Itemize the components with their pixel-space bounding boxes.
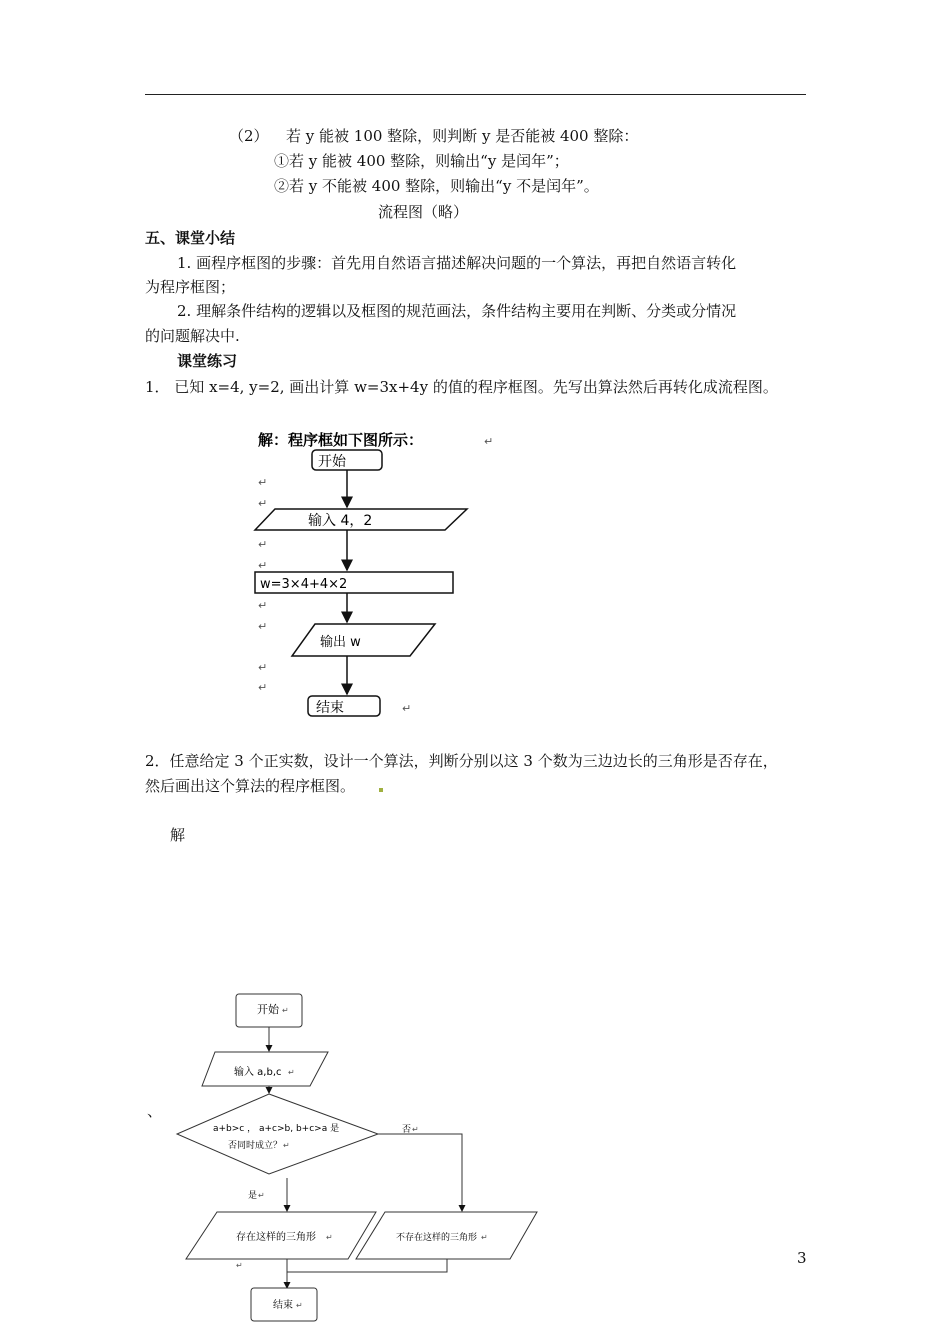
summary-item2-line1: 2. 理解条件结构的逻辑以及框图的规范画法，条件结构主要用在判断、分类或分情况 — [177, 302, 737, 320]
return-mark-icon: ↵ — [412, 1125, 419, 1134]
solution-label: 解 — [170, 826, 186, 844]
return-mark-icon: ↵ — [484, 435, 494, 448]
practice-title: 课堂练习 — [177, 352, 238, 370]
return-mark-icon: ↵ — [326, 1233, 333, 1242]
return-mark-icon: ↵ — [258, 620, 268, 633]
return-mark-icon: ↵ — [258, 497, 268, 510]
flow1-output-label: 输出 w — [320, 635, 361, 650]
flow2-end-label: 结束 — [273, 1300, 293, 1311]
page-number: 3 — [797, 1249, 807, 1267]
item2-text: 若 y 能被 100 整除，则判断 y 是否能被 400 整除： — [286, 127, 639, 145]
summary-item2-line2: 的问题解决中. — [145, 327, 240, 345]
item2-sub2: ②若 y 不能被 400 整除，则输出“y 不是闰年”。 — [274, 177, 599, 195]
return-mark-icon: ↵ — [258, 538, 268, 551]
flow1-output-box — [292, 624, 435, 656]
flow2-no-label: 否 — [402, 1125, 412, 1135]
flow1-caption: 解：程序框如下图所示： — [258, 431, 424, 449]
exercise-1: 1． 已知 x=4, y=2, 画出计算 w=3x+4y 的值的程序框图。先写出算法然后再转化成流程图。 — [145, 378, 778, 396]
flow2-decision-line2: 否同时成立？ — [228, 1141, 283, 1151]
flow2-merge-line — [287, 1259, 447, 1272]
flow2-yes-label: 是 — [248, 1191, 258, 1201]
return-mark-icon: ↵ — [258, 681, 268, 694]
return-mark-icon: ↵ — [258, 559, 268, 572]
exercise-2-line1: 2．任意给定 3 个正实数，设计一个算法，判断分别以这 3 个数为三边边长的三角形是否存在， — [145, 752, 778, 770]
flow2-not-exists-label: 不存在这样的三角形 — [396, 1233, 478, 1243]
item2-number: （2） — [229, 127, 269, 145]
return-mark-icon: ↵ — [402, 702, 412, 715]
flow2-no-branch-line — [378, 1134, 462, 1211]
item2-sub1: ①若 y 能被 400 整除，则输出“y 是闰年”； — [274, 152, 569, 170]
flow2-input-label: 输入 a,b,c — [234, 1067, 282, 1078]
stray-punctuation: 、 — [147, 1102, 163, 1120]
return-mark-icon: ↵ — [258, 1191, 265, 1200]
exercise-2-line2: 然后画出这个算法的程序框图。 — [145, 777, 356, 795]
header-rule — [145, 94, 806, 95]
return-mark-icon: ↵ — [258, 661, 268, 674]
return-mark-icon: ↵ — [288, 1068, 295, 1077]
flowchart-omitted-note: 流程图（略） — [378, 203, 469, 221]
flow1-start-label: 开始 — [318, 454, 346, 470]
flow2-exists-label: 存在这样的三角形 — [236, 1232, 316, 1243]
flow1-process-label: w=3×4+4×2 — [260, 577, 348, 592]
flowchart-2 — [170, 990, 550, 1330]
flow1-end-label: 结束 — [316, 700, 344, 716]
return-mark-icon: ↵ — [258, 599, 268, 612]
summary-item1-line1: 1. 画程序框图的步骤：首先用自然语言描述解决问题的一个算法，再把自然语言转化 — [177, 254, 737, 272]
flow2-start-label: 开始 — [257, 1003, 279, 1016]
flow2-decision-box — [177, 1094, 378, 1174]
return-mark-icon: ↵ — [283, 1141, 290, 1150]
flowchart-1 — [250, 425, 510, 735]
flow1-input-label: 输入 4，2 — [308, 513, 373, 529]
flow2-decision-line1: a+b>c ， a+c>b, b+c>a 是 — [213, 1124, 340, 1134]
return-mark-icon: ↵ — [258, 476, 268, 489]
return-mark-icon: ↵ — [296, 1301, 303, 1310]
section-five-title: 五、课堂小结 — [145, 229, 236, 247]
return-mark-icon: ↵ — [282, 1006, 289, 1015]
anchor-mark — [379, 788, 383, 792]
return-mark-icon: ↵ — [236, 1261, 243, 1270]
summary-item1-line2: 为程序框图； — [145, 278, 236, 296]
return-mark-icon: ↵ — [481, 1233, 488, 1242]
